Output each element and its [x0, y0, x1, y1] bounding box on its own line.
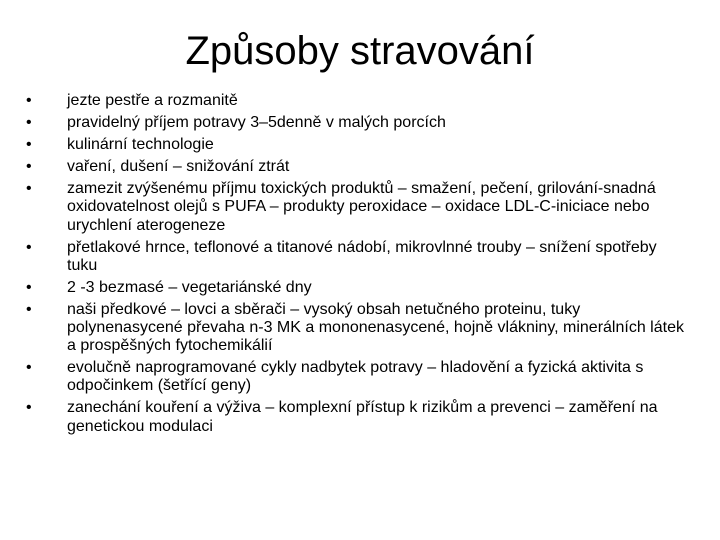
bullet-icon: •: [26, 114, 32, 132]
list-item: [26, 114, 686, 132]
list-item-text: přetlakové hrnce, teflonové a titanové nádobí, mikrovlnné trouby – snížení spotřeby tuku: [67, 238, 657, 274]
list-item-text: jezte pestře a rozmanitě: [67, 92, 238, 109]
list-item-text: naši předkové – lovci a sběrači – vysoký obsah netučného proteinu, tuky polynenasycené převaha n-3 MK a mononenasycené, hojně vlákniny, minerálních látek a prospěšných fytochemikálií: [67, 300, 684, 355]
list-item-text: evolučně naprogramované cykly nadbytek potravy – hladovění a fyzická aktivita s odpočinkem (šetřící geny): [67, 359, 644, 395]
bullet-icon: •: [26, 359, 32, 377]
list-item: [26, 92, 686, 110]
list-item-text: zanechání kouření a výživa – komplexní přístup k rizikům a prevenci – zaměření na genetickou modulaci: [67, 399, 658, 435]
list-item: [26, 180, 686, 234]
list-item: [26, 279, 686, 297]
bullet-icon: •: [26, 136, 32, 154]
list-item-text: 2 -3 bezmasé – vegetariánské dny: [67, 278, 312, 296]
bullet-icon: •: [26, 278, 32, 296]
list-item: [26, 301, 686, 355]
bullet-icon: •: [26, 180, 32, 198]
bullet-icon: •: [26, 238, 32, 256]
bullet-icon: •: [26, 300, 32, 318]
list-item-text: pravidelný příjem potravy 3–5denně v malých porcích: [67, 114, 446, 132]
list-item: [26, 239, 686, 275]
list-item: [26, 136, 686, 154]
list-item-text: vaření, dušení – snižování ztrát: [67, 158, 290, 176]
list-item: [26, 158, 686, 176]
list-item: [26, 399, 686, 435]
list-item: [26, 359, 686, 395]
bullet-icon: •: [26, 399, 32, 417]
bullet-icon: •: [26, 92, 32, 109]
bullet-list: [26, 92, 686, 440]
list-item-text: kulinární technologie: [67, 136, 214, 154]
slide-title: Způsoby stravování: [185, 29, 535, 73]
bullet-icon: •: [26, 158, 32, 176]
list-item-text: zamezit zvýšenému příjmu toxických produktů – smažení, pečení, grilování-snadná oxidovatelnost olejů s PUFA – produkty peroxidace – oxidace LDL-C-iniciace nebo urychlení aterogeneze: [67, 180, 656, 234]
